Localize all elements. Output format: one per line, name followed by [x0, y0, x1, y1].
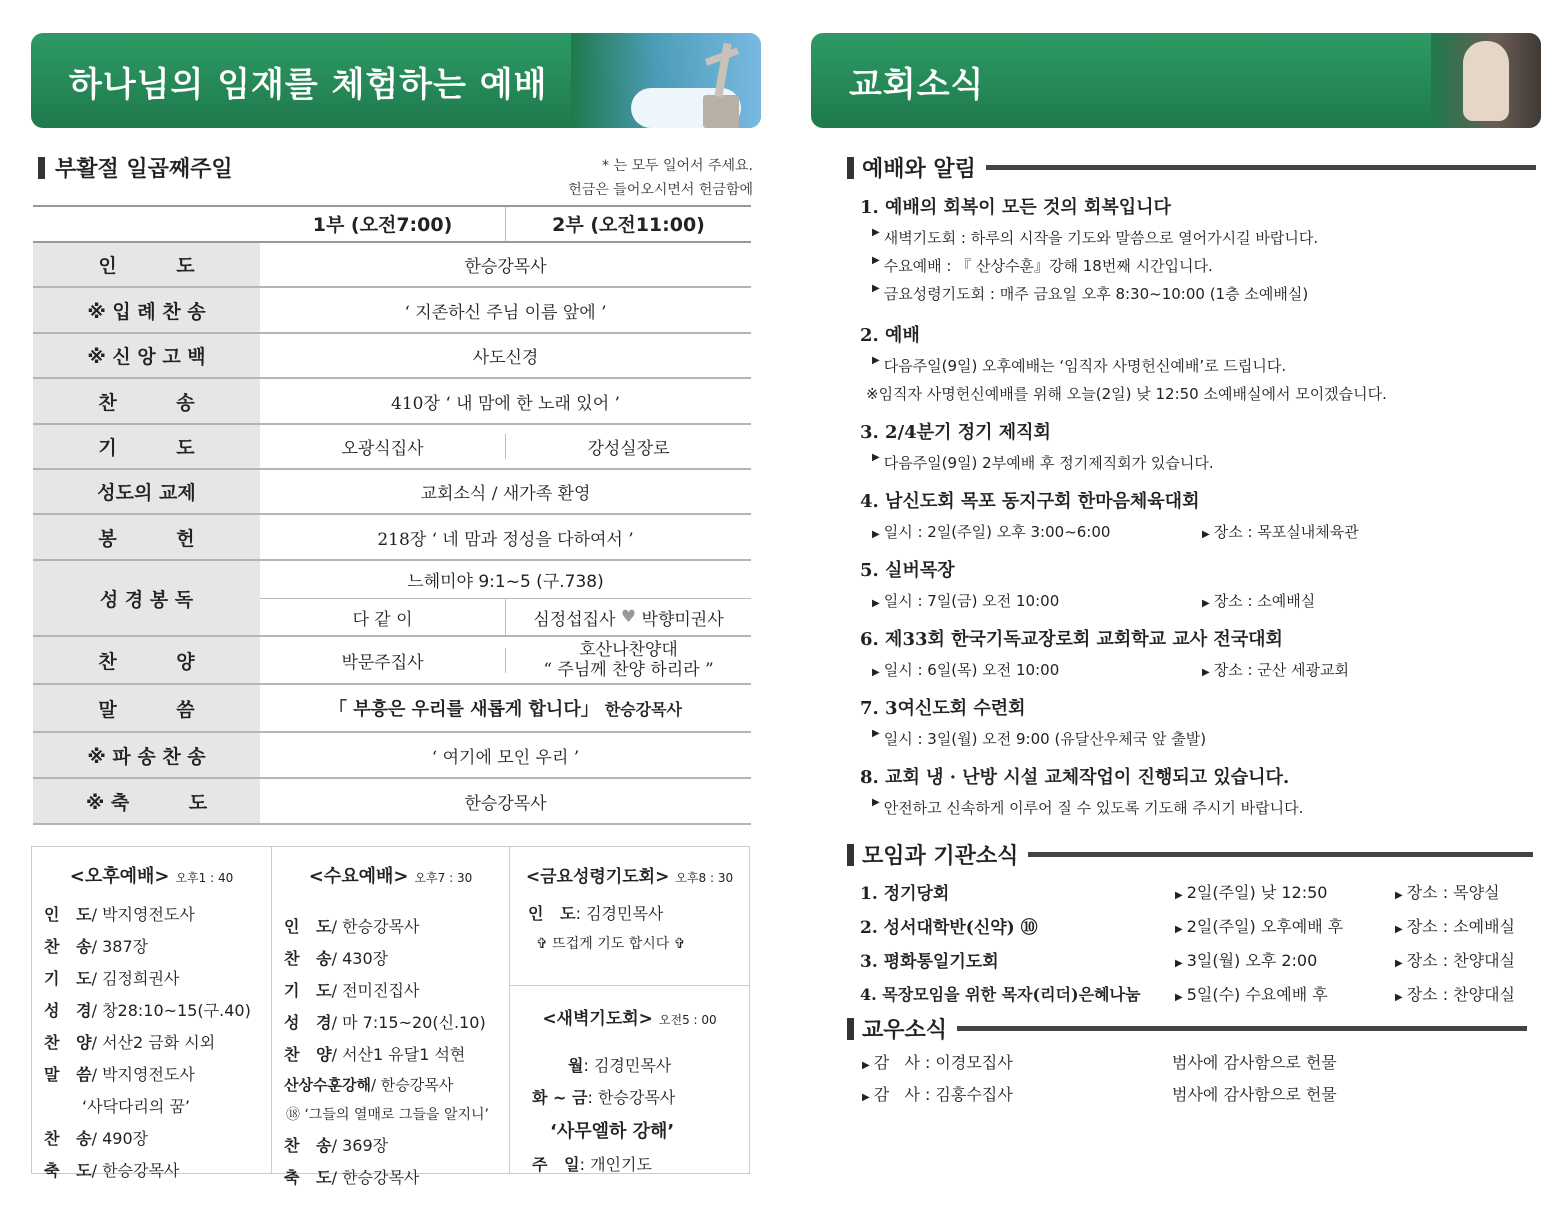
wednesday-sermon: ⑱ ‘그들의 열매로 그들을 알지니’ [286, 1107, 489, 1123]
line-value: / 김정희권사 [91, 969, 180, 988]
service-line [284, 1165, 509, 1188]
bullet-icon: ▶ [1175, 923, 1183, 935]
detail-where: 장소 : 목포실내체육관 [1213, 523, 1359, 541]
line-key: 인 도 [44, 905, 92, 924]
meeting-where: 장소 : 목양실 [1406, 882, 1500, 902]
order-label: 찬 양 [33, 637, 260, 683]
section-bar-icon [847, 1018, 854, 1040]
announcement-detail [872, 227, 1550, 248]
line-value: / 한승강목사 [370, 1076, 454, 1094]
line-value: / 전미진집사 [331, 981, 420, 1000]
section-bar-icon [38, 157, 45, 179]
announcement-heading: 7. 3여신도회 수련회 [860, 698, 1026, 719]
announcement-heading: 2. 예배 [860, 325, 920, 346]
bullet-icon: ▶ [1202, 667, 1210, 678]
announcement-heading: 4. 남신도회 목포 동지구회 한마음체육대회 [860, 491, 1200, 512]
meeting-when: 2일(주일) 낮 12:50 [1186, 882, 1328, 902]
announcements-section-title [847, 152, 1536, 183]
wednesday-time: 오후7 : 30 [414, 871, 473, 885]
service-line [44, 902, 271, 925]
line-value: / 서산2 금화 시외 [91, 1033, 216, 1052]
reader-2: 박향미권사 [641, 609, 724, 630]
line-key: 인 도 [528, 904, 576, 923]
worship-banner-title: 하나님의 임재를 체험하는 예배 [69, 65, 548, 105]
line-key: 인 도 [284, 917, 332, 936]
announcement-heading: 6. 제33회 한국기독교장로회 교회학교 교사 전국대회 [860, 629, 1283, 650]
bullet-icon: ▶ [862, 1092, 870, 1103]
meeting-row [860, 976, 1540, 1010]
order-row [33, 561, 751, 637]
announcement-detail [872, 728, 1550, 749]
line-key: 찬 양 [284, 1045, 332, 1064]
announcement-item [860, 487, 1550, 549]
line-key: 찬 송 [44, 937, 92, 956]
line-value: / 430장 [331, 949, 389, 968]
service2-prayer: 강성실장로 [587, 439, 670, 459]
line-value: / 한승강목사 [331, 1168, 420, 1187]
line-value: / 박지영전도사 [91, 905, 195, 924]
order-label: 인 도 [33, 243, 260, 286]
order-row [33, 425, 751, 470]
announcement-item [860, 556, 1550, 618]
order-label: 성 경 봉 독 [33, 561, 260, 635]
detail-when: 일시 : 7일(금) 오전 10:00 [883, 592, 1060, 610]
meeting-where: 장소 : 소예배실 [1406, 916, 1516, 936]
friday-time: 오후8 : 30 [675, 871, 734, 885]
order-row [33, 334, 751, 379]
service-line [532, 1152, 749, 1175]
dawn-time: 오전5 : 00 [658, 1013, 717, 1027]
order-label: 찬 송 [33, 379, 260, 423]
order-value: ‘ 여기에 모인 우리 ’ [431, 747, 580, 768]
prayer-meetings-box [510, 847, 749, 1173]
order-row [33, 288, 751, 334]
line-key: 말 씀 [44, 1065, 92, 1084]
announcement-item [860, 694, 1550, 756]
announcement-detail [872, 797, 1550, 818]
bullet-icon: ▶ [1395, 889, 1403, 901]
announcement-detail [872, 283, 1550, 304]
meeting-when: 5일(수) 수요예배 후 [1186, 984, 1328, 1004]
member-row [862, 1082, 1362, 1105]
choir-name: 호산나찬양대 [579, 640, 678, 660]
dawn-prayer-title [510, 1004, 749, 1029]
announcement-item [860, 193, 1550, 311]
service-line [532, 1085, 749, 1108]
service-line [284, 978, 509, 1001]
meeting-when: 2일(주일) 오후예배 후 [1186, 916, 1344, 936]
friday-prayer-box [510, 862, 749, 986]
order-label: 봉 헌 [33, 515, 260, 559]
order-label: 기 도 [33, 425, 260, 468]
line-key: 찬 송 [44, 1129, 92, 1148]
line-value: : 한승강목사 [587, 1088, 676, 1107]
dawn-title-text: <새벽기도회> [542, 1009, 653, 1029]
service1-prayer: 오광식집사 [260, 434, 506, 459]
meeting-row [860, 874, 1540, 908]
line-key: 성 경 [44, 1001, 92, 1020]
service-line [284, 914, 509, 937]
detail-where: 장소 : 군산 세광교회 [1213, 661, 1349, 679]
service-line [528, 901, 749, 924]
meeting-name: 1. 정기당회 [860, 883, 950, 904]
afternoon-service-box [32, 847, 272, 1180]
afternoon-time: 오후1 : 40 [175, 871, 234, 885]
order-value [260, 685, 751, 731]
announcement-detail [872, 521, 1550, 542]
line-key: 기 도 [44, 969, 92, 988]
section-bar-icon [847, 157, 854, 179]
order-value: 한승강목사 [464, 793, 547, 814]
line-value: / 서산1 유달1 석현 [331, 1045, 466, 1064]
friday-prayer-title [510, 862, 749, 887]
meetings-title-text: 모임과 기관소식 [862, 844, 1019, 869]
detail-when: 일시 : 2일(주일) 오후 3:00~6:00 [883, 523, 1111, 541]
announcements-title-text: 예배와 알림 [862, 157, 976, 182]
bullet-icon: ▶ [1202, 529, 1210, 540]
order-row [33, 733, 751, 779]
order-row [33, 779, 751, 825]
line-key: 산상수훈강해 [284, 1076, 371, 1094]
meeting-name: 2. 성서대학반(신약) ⑩ [860, 917, 1038, 938]
detail-text: 금요성령기도회 : 매주 금요일 오후 8:30~10:00 (1층 소예배실) [883, 285, 1309, 303]
news-banner-title: 교회소식 [849, 65, 985, 105]
wednesday-service-title [272, 862, 509, 888]
service-line [44, 998, 271, 1021]
service-line [44, 1158, 271, 1181]
bullet-icon: ▶ [872, 283, 880, 294]
member-note: 범사에 감사함으로 헌물 [1172, 1085, 1337, 1104]
line-value: / 마 7:15~20(신.10) [331, 1013, 486, 1032]
news-banner [811, 33, 1541, 128]
line-key: 월 [568, 1056, 584, 1075]
meetings-section-title [847, 839, 1533, 870]
service-line [284, 946, 509, 969]
line-key: 주 일 [532, 1155, 580, 1174]
line-value: : 김경민목사 [583, 1056, 672, 1075]
order-row [33, 379, 751, 425]
line-value: / 창28:10~15(구.40) [91, 1001, 251, 1020]
member-note: 범사에 감사함으로 헌물 [1172, 1053, 1337, 1072]
friday-motto: ✞ 뜨겁게 기도 합시다 ✞ [536, 936, 686, 952]
announcement-heading: 5. 실버목장 [860, 560, 955, 581]
order-of-worship-table [33, 205, 751, 825]
line-value: / 한승강목사 [91, 1161, 180, 1180]
line-key: 기 도 [284, 981, 332, 1000]
meeting-name: 4. 목장모임을 위한 목자(리더)은혜나눔 [860, 984, 1141, 1004]
stand-note: * 는 모두 일어서 주세요. [602, 158, 753, 174]
order-label: ※ 입 례 찬 송 [33, 288, 260, 332]
wednesday-title-text: <수요예배> [308, 866, 409, 887]
offering-note: 헌금은 들어오시면서 헌금함에 [568, 182, 753, 198]
order-row [33, 637, 751, 685]
bullet-icon: ▶ [872, 255, 880, 266]
service-line [568, 1053, 749, 1076]
line-value: : 김경민목사 [575, 904, 664, 923]
announcement-item [860, 625, 1550, 687]
detail-when: 일시 : 6일(목) 오전 10:00 [883, 661, 1060, 679]
service2-reader [506, 599, 751, 635]
announcement-heading: 3. 2/4분기 정기 제직회 [860, 422, 1051, 443]
service-line [284, 1133, 509, 1156]
line-key: 찬 양 [44, 1033, 92, 1052]
members-section-title [847, 1013, 1527, 1044]
announcement-detail [872, 255, 1550, 276]
worship-banner [31, 33, 761, 128]
line-key: 성 경 [284, 1013, 332, 1032]
line-key: 찬 송 [284, 949, 332, 968]
announcement-item [860, 418, 1550, 480]
bullet-icon: ▶ [1175, 957, 1183, 969]
bullet-icon: ▶ [862, 1060, 870, 1071]
bullet-icon: ▶ [872, 227, 880, 238]
detail-text: 새벽기도회 : 하루의 시작을 기도와 말씀으로 열어가시길 바랍니다. [883, 229, 1319, 247]
order-value: 한승강목사 [464, 257, 547, 277]
line-key: 화 ~ 금 [532, 1088, 588, 1107]
other-services [31, 846, 750, 1187]
bullet-icon: ▶ [1202, 598, 1210, 609]
announcement-item [860, 321, 1550, 411]
announcement-detail [872, 590, 1550, 611]
detail-where: 장소 : 소예배실 [1213, 592, 1316, 610]
order-label: ※ 축 도 [33, 779, 260, 823]
dawn-series: ‘사무엘하 강해’ [550, 1121, 675, 1142]
heart-icon: ♥ [615, 607, 642, 627]
members-title-text: 교우소식 [862, 1018, 948, 1043]
dawn-prayer-box [510, 1004, 749, 1175]
bullet-icon: ▶ [872, 529, 880, 540]
service-line [284, 1074, 509, 1095]
service1-header: 1부 (오전7:00) [260, 207, 506, 241]
scripture-cell [260, 561, 751, 635]
reader-1: 심정섭집사 [533, 609, 616, 630]
pillar-image [703, 95, 739, 128]
wednesday-service-box [272, 847, 510, 1187]
order-label: ※ 신 앙 고 백 [33, 334, 260, 377]
line-key: 축 도 [44, 1161, 92, 1180]
line-key: 찬 송 [284, 1136, 332, 1155]
order-row [33, 470, 751, 515]
section-rule [986, 165, 1536, 170]
detail-text: 다음주일(9일) 2부예배 후 정기제직회가 있습니다. [883, 454, 1214, 472]
bullet-icon: ▶ [872, 667, 880, 678]
order-label: 말 씀 [33, 685, 260, 731]
scripture-passage: 느헤미야 9:1~5 (구.738) [260, 561, 751, 599]
service-line [44, 1030, 271, 1053]
announcement-heading: 1. 예배의 회복이 모든 것의 회복입니다 [860, 197, 1171, 218]
order-row [33, 515, 751, 561]
member-name: 감 사 : 김홍수집사 [873, 1085, 1013, 1104]
bullet-icon: ▶ [872, 797, 880, 808]
bullet-icon: ▶ [872, 452, 880, 463]
sermon-speaker: 한승강목사 [604, 699, 682, 719]
bullet-icon: ▶ [1175, 991, 1183, 1003]
afternoon-title-text: <오후예배> [69, 866, 170, 887]
order-value: 218장 ‘ 네 맘과 정성을 다하여서 ’ [377, 529, 634, 550]
bullet-icon: ▶ [872, 728, 880, 739]
order-value: 410장 ‘ 내 맘에 한 노래 있어 ’ [391, 393, 620, 414]
announcement-item [860, 763, 1550, 825]
meeting-where: 장소 : 찬양대실 [1406, 950, 1516, 970]
line-value: : 개인기도 [579, 1155, 652, 1174]
afternoon-service-title [32, 862, 271, 888]
service2-anthem [506, 640, 751, 680]
announcement-detail [872, 355, 1550, 376]
announcement-detail [872, 659, 1550, 680]
order-value: 사도신경 [472, 348, 539, 368]
bullet-icon: ▶ [1395, 991, 1403, 1003]
line-value: / 490장 [91, 1129, 149, 1148]
bullet-icon: ▶ [1395, 957, 1403, 969]
line-value: / 박지영전도사 [91, 1065, 195, 1084]
order-value [260, 637, 751, 683]
service-line [44, 966, 271, 989]
detail-text: 일시 : 3일(월) 오전 9:00 (유달산우체국 앞 출발) [883, 730, 1207, 748]
order-value [260, 425, 751, 468]
service-line [44, 934, 271, 957]
meeting-row [860, 942, 1540, 976]
announcement-note: ※임직자 사명헌신예배를 위해 오늘(2일) 낮 12:50 소예배실에서 모이겠습니다. [866, 385, 1387, 403]
anthem-title: “ 주님께 찬양 하리라 ” [543, 660, 714, 680]
member-row [862, 1050, 1362, 1073]
service-line [44, 1062, 271, 1085]
order-header [33, 205, 751, 243]
afternoon-sermon: ‘사닥다리의 꿈’ [82, 1097, 190, 1116]
service-line [44, 1126, 271, 1149]
section-bar-icon [847, 844, 854, 866]
meeting-row [860, 908, 1540, 942]
order-row [33, 243, 751, 288]
service1-anthem: 박문주집사 [260, 648, 506, 673]
meeting-where: 장소 : 찬양대실 [1406, 984, 1516, 1004]
meeting-name: 3. 평화통일기도회 [860, 951, 999, 972]
detail-text: 다음주일(9일) 오후예배는 ‘임직자 사명헌신예배’로 드립니다. [883, 357, 1287, 375]
praying-hands-icon [1463, 41, 1509, 121]
service-line [284, 1010, 509, 1033]
section-rule [957, 1026, 1527, 1031]
detail-text: 안전하고 신속하게 이루어 질 수 있도록 기도해 주시기 바랍니다. [883, 799, 1304, 817]
service1-reader: 다 같 이 [260, 599, 506, 635]
order-value: 교회소식 / 새가족 환영 [420, 484, 591, 504]
meeting-when: 3일(월) 오후 2:00 [1186, 950, 1318, 970]
line-value: / 한승강목사 [331, 917, 420, 936]
member-name: 감 사 : 이경모집사 [873, 1053, 1013, 1072]
bullet-icon: ▶ [872, 598, 880, 609]
order-row [33, 685, 751, 733]
service-line [284, 1042, 509, 1065]
worship-section-title-text: 부활절 일곱째주일 [55, 157, 233, 182]
announcement-detail [872, 452, 1550, 473]
bullet-icon: ▶ [1395, 923, 1403, 935]
sermon-title: 「 부흥은 우리를 새롭게 합니다」 [328, 699, 599, 720]
meetings-table [860, 874, 1540, 1010]
section-rule [1028, 852, 1533, 857]
line-value: / 369장 [331, 1136, 389, 1155]
detail-text: 수요예배 : 『 산상수훈』강해 18번째 시간입니다. [883, 257, 1213, 275]
worship-section-title [38, 152, 233, 183]
bullet-icon: ▶ [1175, 889, 1183, 901]
order-label: 성도의 교제 [33, 470, 260, 513]
line-key: 축 도 [284, 1168, 332, 1187]
friday-title-text: <금요성령기도회> [525, 867, 670, 887]
bullet-icon: ▶ [872, 355, 880, 366]
order-value: ‘ 지존하신 주님 이름 앞에 ’ [404, 302, 607, 323]
service2-header: 2부 (오전11:00) [552, 214, 705, 236]
announcement-heading: 8. 교회 냉 · 난방 시설 교체작업이 진행되고 있습니다. [860, 767, 1290, 788]
line-value: / 387장 [91, 937, 149, 956]
order-label: ※ 파 송 찬 송 [33, 733, 260, 777]
